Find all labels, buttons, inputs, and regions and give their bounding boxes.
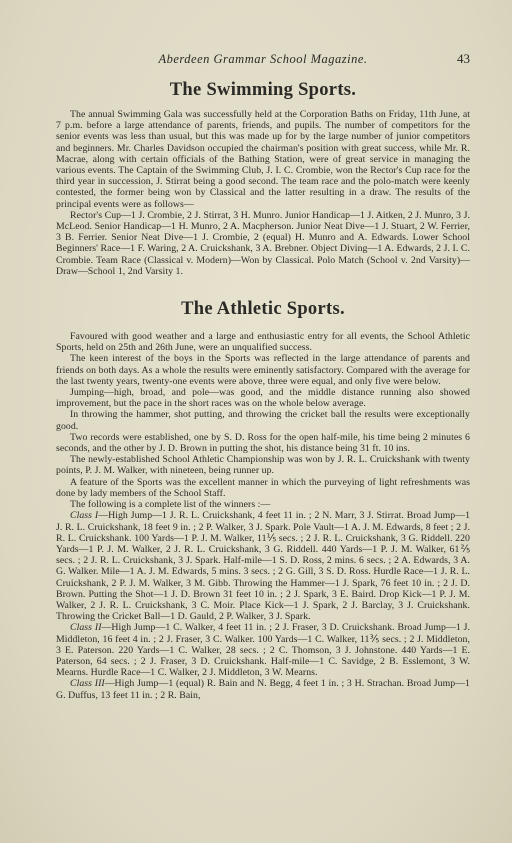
class-2-text: —High Jump—1 C. Walker, 4 feet 11 in. ; 2 J. Fraser, 3 D. Cruickshank. Broad Jump—1 J. Middleton, 16 feet 4 in. ; 2 J. Fraser, 3 C. Walker. 100 Yards—1 C. Walker, 11⅗ secs. ; 2 J. Middleton, 3 E. Paterson. 220 Yards—1 C. Walker, 28 secs. ; 2 C. Thomson, 3 J. Johnstone. 440 Yards—1 E. Paterson, 64 secs. ; 2 J. Fraser, 3 D. Cruickshank. Half-mile—1 C. Savidge, 2 B. Esslemont, 3 W. Mearns. Hurdle Race—1 C. Walker, 2 J. Middleton, 3 W. Mearns. (56, 622, 470, 679)
athletic-paragraph-8: The following is a complete list of the winners :— (70, 499, 271, 511)
athletic-paragraph-5: Two records were established, one by S. D. Ross for the open half-mile, his time being 2 minutes 6 seconds, and the other by J. D. Brown in putting the shot, his distance being 31 ft. 10 ins. (56, 431, 470, 455)
athletic-paragraph-1: Favoured with good weather and a large and enthusiastic entry for all events, the School Athletic Sports, held on 25th and 26th June, were an unqualified success. (56, 331, 470, 354)
swimming-sports-heading: The Swimming Sports. (169, 80, 357, 100)
athletic-paragraph-3: Jumping—high, broad, and pole—was good, and the middle distance running also showed improvement, but the pace in the short races was on the whole below average. (56, 387, 470, 410)
class-1-text: —High Jump—1 J. R. L. Cruickshank, 4 feet 11 in. ; 2 N. Marr, 3 J. Stirrat. Broad Jump—1 J. R. L. Cruickshank, 18 feet 9 in. ; 2 P. Walker, 3 J. Spark. Pole Vault—1 A. J. M. Edwards, 8 feet ; 2 J. R. L. Cruickshank. 100 Yards—1 P. J. M. Walker, 11⅕ secs. ; 2 J. R. L. Cruickshank, 3 G. Riddell. 220 Yards—1 P. J. M. Walker, 2 J. R. L. Cruickshank, 3 G. Riddell. 440 Yards—1 P. J. M. Walker, 61⅖ secs. ; 2 J. R. L. Cruickshank, 3 J. Spark. Half-mile—1 S. D. Ross, 2 mins. 6 secs. ; 2 A. Edwards, 3 A. G. Walker. Mile—1 A. J. M. Edwards, 5 mins. 3 secs. ; 2 G. Gill, 3 S. D. Ross. Hurdle Race—1 J. R. L. Cruickshank, 2 P. J. M. Walker, 3 M. Gibb. Throwing the Hammer—1 J. Spark, 76 feet 10 in. ; 2 J. D. Brown. Putting the Shot—1 J. D. Brown 31 feet 10 in. ; 2 J. Spark, 3 E. Baird. Drop Kick—1 P. J. M. Walker, 2 J. R. L. Cruickshank, 3 C. Moir. Place Kick—1 J. Spark, 2 J. Barclay, 3 J. Cruickshank. Throwing the Cricket Ball—1 D. Gauld, 2 P. Walker, 3 J. Spark. (56, 510, 471, 623)
swimming-paragraph-results: Rector's Cup—1 J. Crombie, 2 J. Stirrat, 3 H. Munro. Junior Handicap—1 J. Aitken, 2 J. Munro, 3 J. McLeod. Senior Handicap—1 H. Munro, 2 A. Macpherson. Junior Neat Dive—1 J. Stuart, 2 W. Ferrier, 3 B. Ferrier. Senior Neat Dive—1 J. Crombie, 2 (equal) H. Munro and A. Edwards. Lower School Beginners' Race—1 F. Waring, 2 A. Cruickshank, 3 A. Brebner. Object Diving—1 A. Edwards, 2 J. I. C. Crombie. Team Race (Classical v. Modern)—Won by Classical. Polo Match (School v. 2nd Varsity)—Draw—School 1, 2nd Varsity 1. (56, 209, 470, 277)
class-3-label: Class III (70, 678, 105, 690)
running-title: Aberdeen Grammar School Magazine. (158, 52, 368, 66)
athletic-sports-section (56, 331, 470, 701)
running-head (56, 52, 470, 68)
athletic-paragraph-6: The newly-established School Athletic Championship was won by J. R. L. Cruickshank with twenty points, P. J. M. Walker, with nineteen, being runner up. (56, 454, 470, 477)
class-3-results (56, 678, 470, 700)
athletic-paragraph-7: A feature of the Sports was the excellent manner in which the purveying of light refreshments was done by lady members of the School Staff. (56, 476, 470, 499)
class-3-text: —High Jump—1 (equal) R. Bain and N. Begg, 4 feet 1 in. ; 3 H. Strachan. Broad Jump—1 G. Duffus, 13 feet 11 in. ; 2 R. Bain, (56, 678, 470, 701)
class-1-results (56, 510, 470, 622)
class-2-label: Class II (70, 622, 102, 634)
page-number: 43 (457, 51, 470, 66)
swimming-sports-section (56, 109, 470, 277)
athletic-sports-heading: The Athletic Sports. (181, 299, 345, 320)
athletic-paragraph-2: The keen interest of the boys in the Sports was reflected in the large attendance of parents and friends on both days. As a whole the results were eminently satisfactory. Compared with the average for the last twenty years, twenty-one events were above, three were equal, and only five were below. (56, 353, 470, 387)
class-1-label: Class I (70, 510, 99, 522)
swimming-paragraph-intro: The annual Swimming Gala was successfully held at the Corporation Baths on Friday, 11th June, at 7 p.m. before a large attendance of parents, friends, and pupils. The number of competitors for the senior events was less than usual, but this was made up for by the large number of junior competitors and beginners. Mr. Charles Davidson occupied the chairman's position with great success, while Mr. R. Macrae, along with certain officials of the Bathing Station, were of great service in managing the various events. The Captain of the Swimming Club, J. I. C. Crombie, won the Rector's Cup race for the third year in succession, J. Stirrat being a good second. The team race and the polo-match were keenly contested, the former being won by Classical and the latter resulting in a draw. The results of the principal events were as follows— (56, 109, 470, 210)
athletic-paragraph-4: In throwing the hammer, shot putting, and throwing the cricket ball the results were exceptionally good. (56, 409, 470, 432)
class-2-results (56, 622, 470, 678)
